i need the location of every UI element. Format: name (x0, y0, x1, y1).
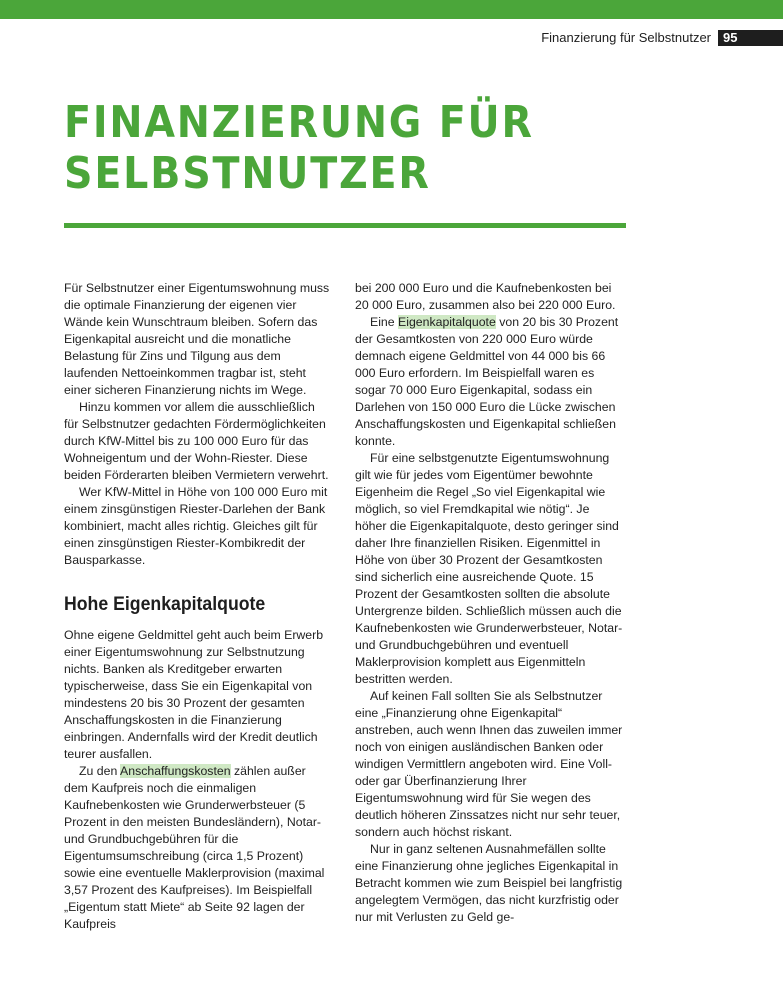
paragraph: Wer KfW-Mittel in Höhe von 100 000 Euro mit einem zinsgünstigen Riester-Darlehen der Bank kombiniert, macht alles richtig. Gleiches gilt für einen zinsgünstigen Riester-Kombikredit der Bausparkasse. (64, 485, 328, 567)
chapter-title (64, 97, 534, 199)
paragraph (355, 314, 623, 450)
chapter-title-line-2: SELBSTNUTZER (64, 148, 431, 199)
right-text-column (355, 280, 623, 926)
paragraph: Für eine selbstgenutzte Eigentumswohnung gilt wie für jedes vom Eigentümer bewohnte Eigenheim die Regel „So viel Eigenkapital wie möglich, so viel Fremdkapital wie nötig“. Je höher die Eigenkapitalquote, desto geringer sind daher Ihre finanziellen Risiken. Eigenmittel in Höhe von über 30 Prozent der Gesamtkosten sind sicherlich eine ausreichende Quote. 15 Prozent der Gesamtkosten sollten die absolute Untergrenze bilden. Schließlich müssen auch die Kaufnebenkosten wie Grunderwerbsteuer, Notar- und Grundbuchgebühren und eventuell Maklerprovision komplett aus Eigenmitteln bestritten werden. (355, 451, 623, 686)
chapter-title-line-1: FINANZIERUNG FÜR (64, 97, 534, 148)
paragraph: bei 200 000 Euro und die Kaufnebenkosten bei 20 000 Euro, zusammen also bei 220 000 Euro. (355, 281, 616, 312)
paragraph-text: von 20 bis 30 Prozent der Gesamtkosten von 220 000 Euro würde demnach eigene Geldmittel von 44 000 bis 66 000 Euro erfordern. Im Beispielfall waren es sogar 70 000 Euro Eigenkapital, sodass ein Darlehen von 150 000 Euro die Lücke zwischen Anschaffungskosten und Eigenkapital schließen konnte. (355, 315, 619, 448)
paragraph: Auf keinen Fall sollten Sie als Selbstnutzer eine „Finanzierung ohne Eigenkapital“ anstreben, auch wenn Ihnen das zuweilen immer noch von einigen ausländischen Banken oder windigen Vermittlern angeboten wird. Eine Voll- oder gar Überfinanzierung Ihrer Eigentumswohnung wird für Sie wegen des deutlich höheren Zinssatzes nicht nur sehr teuer, sondern auch höchst riskant. (355, 689, 623, 839)
paragraph: Nur in ganz seltenen Ausnahmefällen sollte eine Finanzierung ohne jegliches Eigenkapital in Betracht kommen wie zum Beispiel bei langfristig angelegtem Vermögen, das nicht kurzfristig oder nur mit Verlusten zu Geld ge- (355, 842, 623, 924)
page-number: 95 (718, 30, 783, 46)
glossary-highlight-term[interactable]: Anschaffungskosten (120, 764, 231, 778)
title-underline-rule (64, 223, 626, 228)
top-accent-bar (0, 0, 783, 19)
section-subheading: Hohe Eigenkapitalquote (64, 594, 266, 615)
paragraph-text: zählen außer dem Kaufpreis noch die einmaligen Kaufnebenkosten wie Grunderwerbsteuer (5 Prozent in den meisten Bundesländern), Notar- und Grundbuchgebühren für die Eigentumsumschreibung (circa 1,5 Prozent) sowie eine eventuelle Maklerprovision (maximal 3,57 Prozent des Kaufpreises). Im Beispielfall „Eigentum statt Miete“ ab Seite 92 lagen der Kaufpreis (64, 764, 325, 931)
paragraph-text: Eine (370, 315, 399, 329)
left-text-column (64, 280, 332, 933)
running-header-title: Finanzierung für Selbstnutzer (541, 30, 711, 45)
paragraph: Hinzu kommen vor allem die ausschließlich für Selbstnutzer gedachten Fördermöglichkeiten durch KfW-Mittel bis zu 100 000 Euro für das Wohneigentum und der Wohn-Riester. Diese beiden Förderarten bleiben Vermietern verwehrt. (64, 400, 329, 482)
paragraph: Für Selbstnutzer einer Eigentumswohnung muss die optimale Finanzierung der eigenen vier Wände kein Wunschtraum bleiben. Sofern das Eigenkapital ausreicht und die monatliche Belastung für Zins und Tilgung aus dem laufenden Nettoeinkommen tragbar ist, steht einer sicheren Finanzierung nichts im Wege. (64, 281, 330, 397)
glossary-highlight-term[interactable]: Eigenkapitalquote (398, 315, 496, 329)
paragraph-text: Zu den (79, 764, 121, 778)
paragraph: Ohne eigene Geldmittel geht auch beim Erwerb einer Eigentumswohnung zur Selbstnutzung nichts. Banken als Kreditgeber erwarten typischerweise, dass Sie ein Eigenkapital von mindestens 20 bis 30 Prozent der gesamten Anschaffungskosten in die Finanzierung einbringen. Andernfalls wird der Kredit deutlich teurer ausfallen. (64, 628, 324, 761)
paragraph (64, 763, 332, 933)
